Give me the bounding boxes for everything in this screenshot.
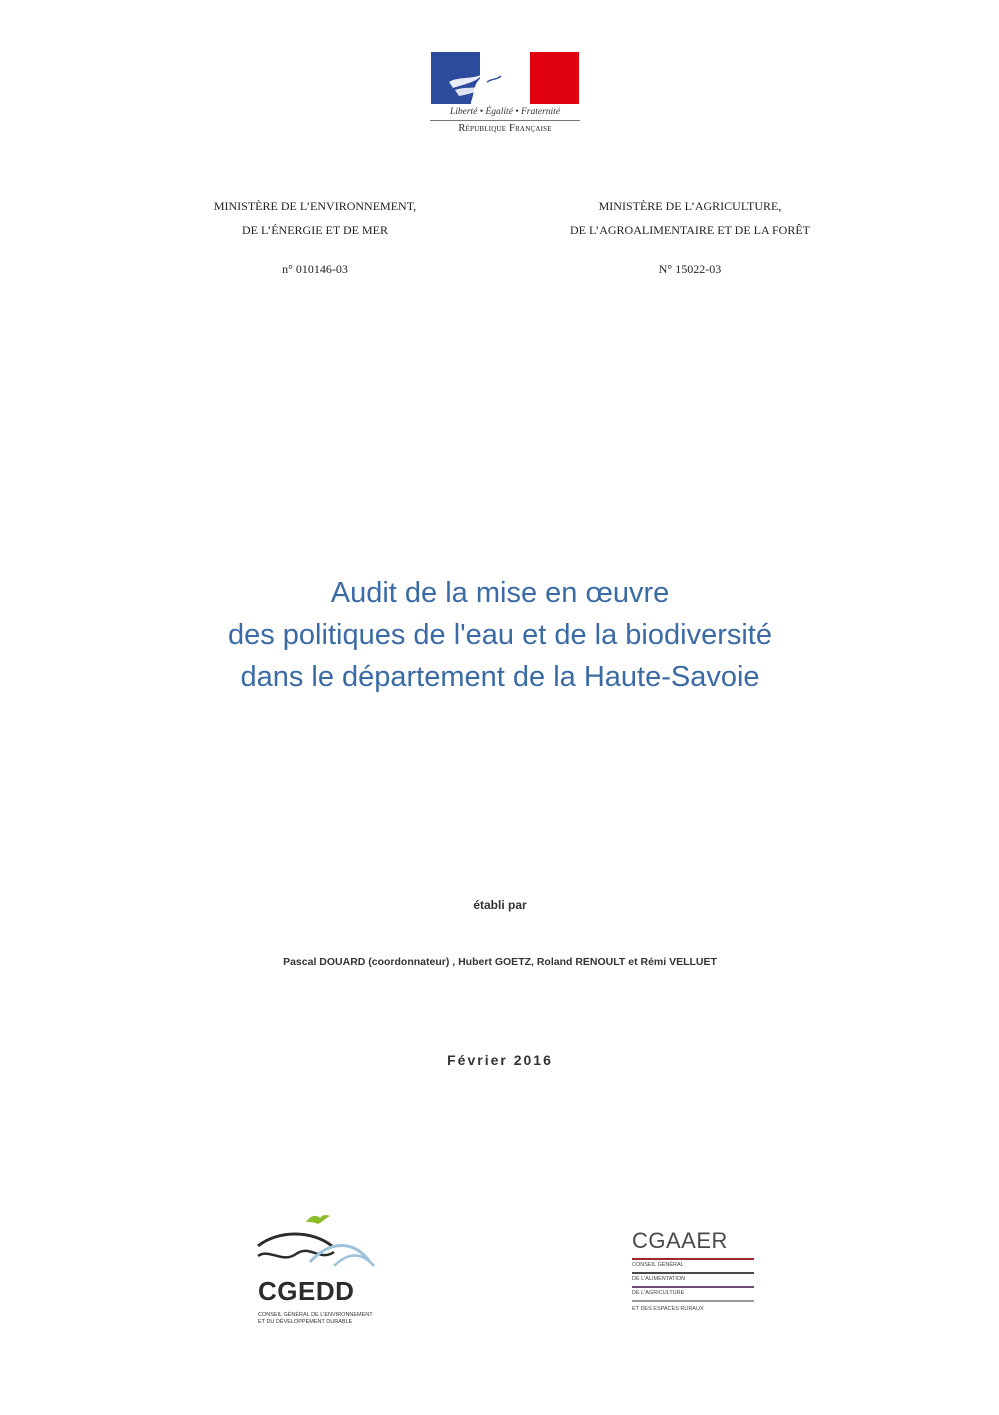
report-title [100, 572, 900, 698]
ministry-environment-line2: DE L’ÉNERGIE ET DE MER [242, 223, 388, 237]
established-by-label: établi par [473, 898, 527, 912]
ministry-agriculture [520, 194, 860, 242]
republique-francaise-logo [430, 50, 580, 140]
cgaaer-bar-grey [632, 1300, 754, 1302]
cgaaer-line-1: CONSEIL GÉNÉRAL [632, 1262, 684, 1268]
cgaaer-name: CGAAER [632, 1228, 728, 1253]
ministry-environment [150, 194, 480, 242]
marianne-icon [431, 52, 579, 104]
cgaaer-line-3: DE L'AGRICULTURE [632, 1290, 685, 1296]
cgaaer-logo [630, 1228, 755, 1338]
republic-name: République Française [458, 123, 552, 134]
report-title-line1: Audit de la mise en œuvre [330, 577, 670, 609]
cgedd-name: CGEDD [258, 1276, 355, 1306]
ministry-environment-line1: MINISTÈRE DE L’ENVIRONNEMENT, [213, 199, 417, 213]
report-title-line2: des politiques de l'eau et de la biodiversité [227, 619, 772, 651]
cgaaer-line-4: ET DES ESPACES RURAUX [632, 1306, 704, 1312]
report-title-line3: dans le département de la Haute-Savoie [240, 661, 760, 693]
cgedd-bird-icon [250, 1212, 380, 1276]
cgaaer-bar-purple [632, 1286, 754, 1288]
republic-motto: Liberté • Égalité • Fraternité [449, 107, 561, 117]
cgedd-subtitle: CONSEIL GÉNÉRAL DE L'ENVIRONNEMENT ET DU DÉVELOPPEMENT DURABLE [258, 1312, 373, 1325]
logo-divider [430, 120, 580, 121]
publication-date: Février 2016 [447, 1052, 553, 1068]
cgedd-logo [250, 1212, 380, 1332]
reference-number-environment: n° 010146-03 [282, 262, 348, 276]
cgaaer-bar-red [632, 1258, 754, 1260]
reference-number-agriculture: N° 15022-03 [658, 262, 722, 276]
authors-list: Pascal DOUARD (coordonnateur) , Hubert GOETZ, Roland RENOULT et Rémi VELLUET [283, 956, 717, 968]
cgaaer-bar-dark [632, 1272, 754, 1274]
ministry-agriculture-line1: MINISTÈRE DE L’AGRICULTURE, [598, 199, 782, 213]
ministry-agriculture-line2: DE L’AGROALIMENTAIRE ET DE LA FORÊT [569, 223, 811, 237]
cgaaer-line-2: DE L'ALIMENTATION [632, 1276, 686, 1282]
